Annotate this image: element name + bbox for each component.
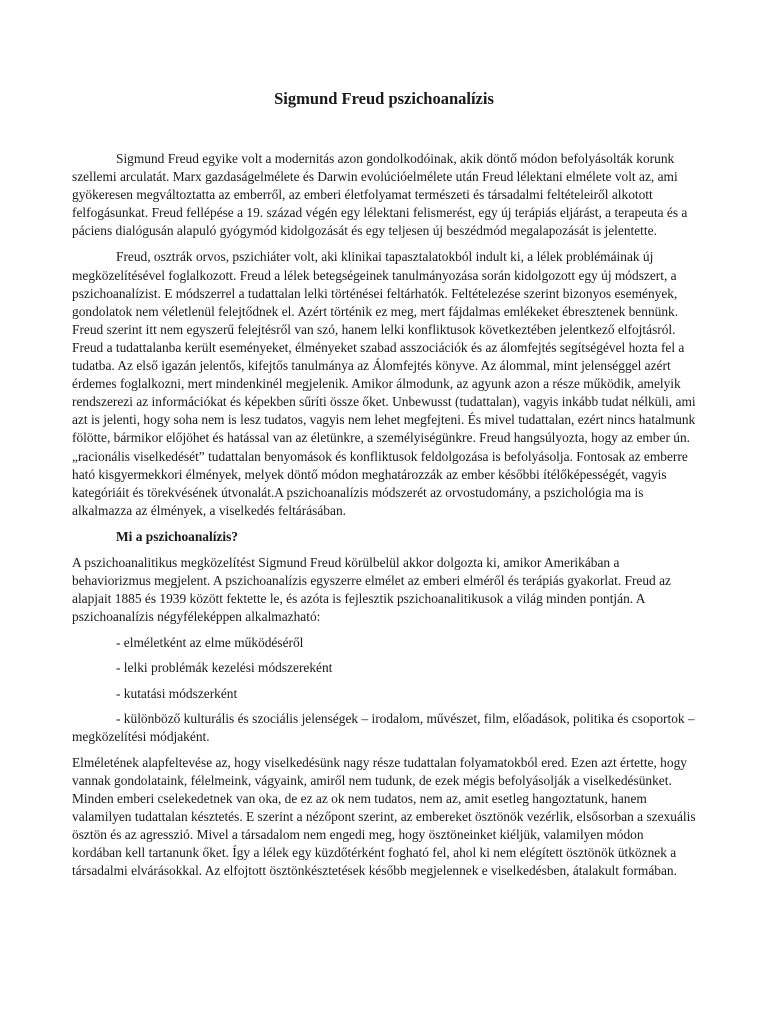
list-item-text: - különböző kulturális és szociális jelenségek – irodalom, művészet, film, előadások, politika és csoportok – megközelítési módjaként. [72,710,695,744]
list-item-text: - kutatási módszerként [116,685,238,701]
list-item [72,710,696,746]
paragraph-intro: Sigmund Freud egyike volt a modernitás azon gondolkodóinak, akik döntő módon befolyásolták korunk szellemi arculatát. Marx gazdaságelmélete és Darwin evolúcióelmélete után Freud lélektani elmélete volt az, ami gyökeresen megváltoztatta az emberről, az emberi életfolyamat természeti és társadalmi feltételeiről alkotott felfogásunkat. Freud fellépése a 19. század végén egy lélektani felismerést, egy új terápiás eljárást, a terapeuta és a páciens dialógusán alapuló gyógymód kidolgozását és egy teljesen új beszédmód megalapozását is jelentette. [72,151,688,239]
list-item [72,685,696,703]
list-item [72,634,696,652]
paragraph-freud-method: Freud, osztrák orvos, pszichiáter volt, aki klinikai tapasztalatokból indult ki, a lélek problémáinak új megközelítésével foglalkozott. Freud a lélek betegségeinek tanulmányozása során kidolgozott egy új módszert, a pszichoanalízist. E módszerrel a tudattalan lelki történései feltárhatók. Feltételezése szerint bizonyos események, gondolatok nem véletlenül felejtődnek el. Azért történik ez meg, mert fájdalmas emlékeket ébresztenek bennünk. Freud szerint itt nem egyszerű felejtésről van szó, hanem lelki konfliktusok következtében jelentkező elfojtásról. Freud a tudattalanba került eseményeket, élményeket szabad asszociációk és az álomfejtés segítségével hozta fel a tudatba. Az első igazán jelentős, kifejtős tanulmánya az Álomfejtés könyve. Az álommal, mint jelenséggel azért érdemes foglalkozni, mert mindenkinél megjelenik. Amikor álmodunk, az agyunk azon a része működik, amelyik rendszerezi az információkat és képekben sűríti össze őket. Unbewusst (tudattalan), vagyis inkább tudat nélküli, ami azt is jelenti, hogy soha nem is lesz tudatos, vagyis nem lehet megfejteni. És mivel tudattalan, ezért nincs hatalmunk fölötte, bármikor előjöhet és hatással van az életünkre, a személyiségünkre. Freud hangsúlyozta, hogy az ember ún. „racionális viselkedését” tudattalan benyomások és konfliktusok feldolgozása is befolyásolja. Fontosak az emberre ható kisgyermekkori élmények, melyek döntő módon meghatározzák az ember későbbi ítélőképességét, vagyis kategóriáit és törekvésének útvonalát.A pszichoanalízis módszerét az orvostudomány, a pszichológia ma is alkalmazza az élmények, a viselkedés feltárásában. [72,249,696,518]
list-item-text: - elméletként az elme működéséről [116,635,304,651]
document-title: Sigmund Freud pszichoanalízis [274,89,494,108]
list-item [72,659,696,677]
list-item-text: - lelki problémák kezelési módszereként [116,660,333,676]
application-list [72,634,696,745]
paragraph-theory-premise: Elméletének alapfeltevése az, hogy viselkedésünk nagy része tudattalan folyamatokból ered. Ezen azt értette, hogy vannak gondolataink, félelmeink, vágyaink, amiről nem tudunk, de ezek mégis befolyásolják a viselkedésünket. Minden emberi cselekedetnek van oka, de ez az ok nem tudatos, nem az, amit esetleg hangoztatunk, hanem valamilyen tudattalan késztetés. E szerint a nézőpont szerint, az embereket ösztönök vezérlik, elsősorban a szexuális ösztön és az agresszió. Mivel a társadalom nem engedi meg, hogy ösztöneinket kiéljük, valamilyen módon kordában kell tartanunk őket. Így a lélek egy küzdőtérként fogható fel, ahol ki nem elégített ösztönök ütköznek a társadalmi elvárásokkal. Az elfojtott ösztönkésztetések később megjelennek e viselkedésben, átalakult formában. [72,754,696,879]
document-page [72,88,696,888]
section-heading: Mi a pszichoanalízis? [116,528,239,544]
paragraph-psychoanalytic-approach: A pszichoanalitikus megközelítést Sigmund Freud körülbelül akkor dolgozta ki, amikor Amerikában a behaviorizmus megjelent. A pszichoanalízis egyszerre elmélet az emberi elméről és terápiás gyakorlat. Freud az alapjait 1885 és 1939 között fektette le, és azóta is fejlesztik pszichoanalitikusok a világ minden pontján. A pszichoanalízis négyféleképpen alkalmazható: [72,554,671,625]
